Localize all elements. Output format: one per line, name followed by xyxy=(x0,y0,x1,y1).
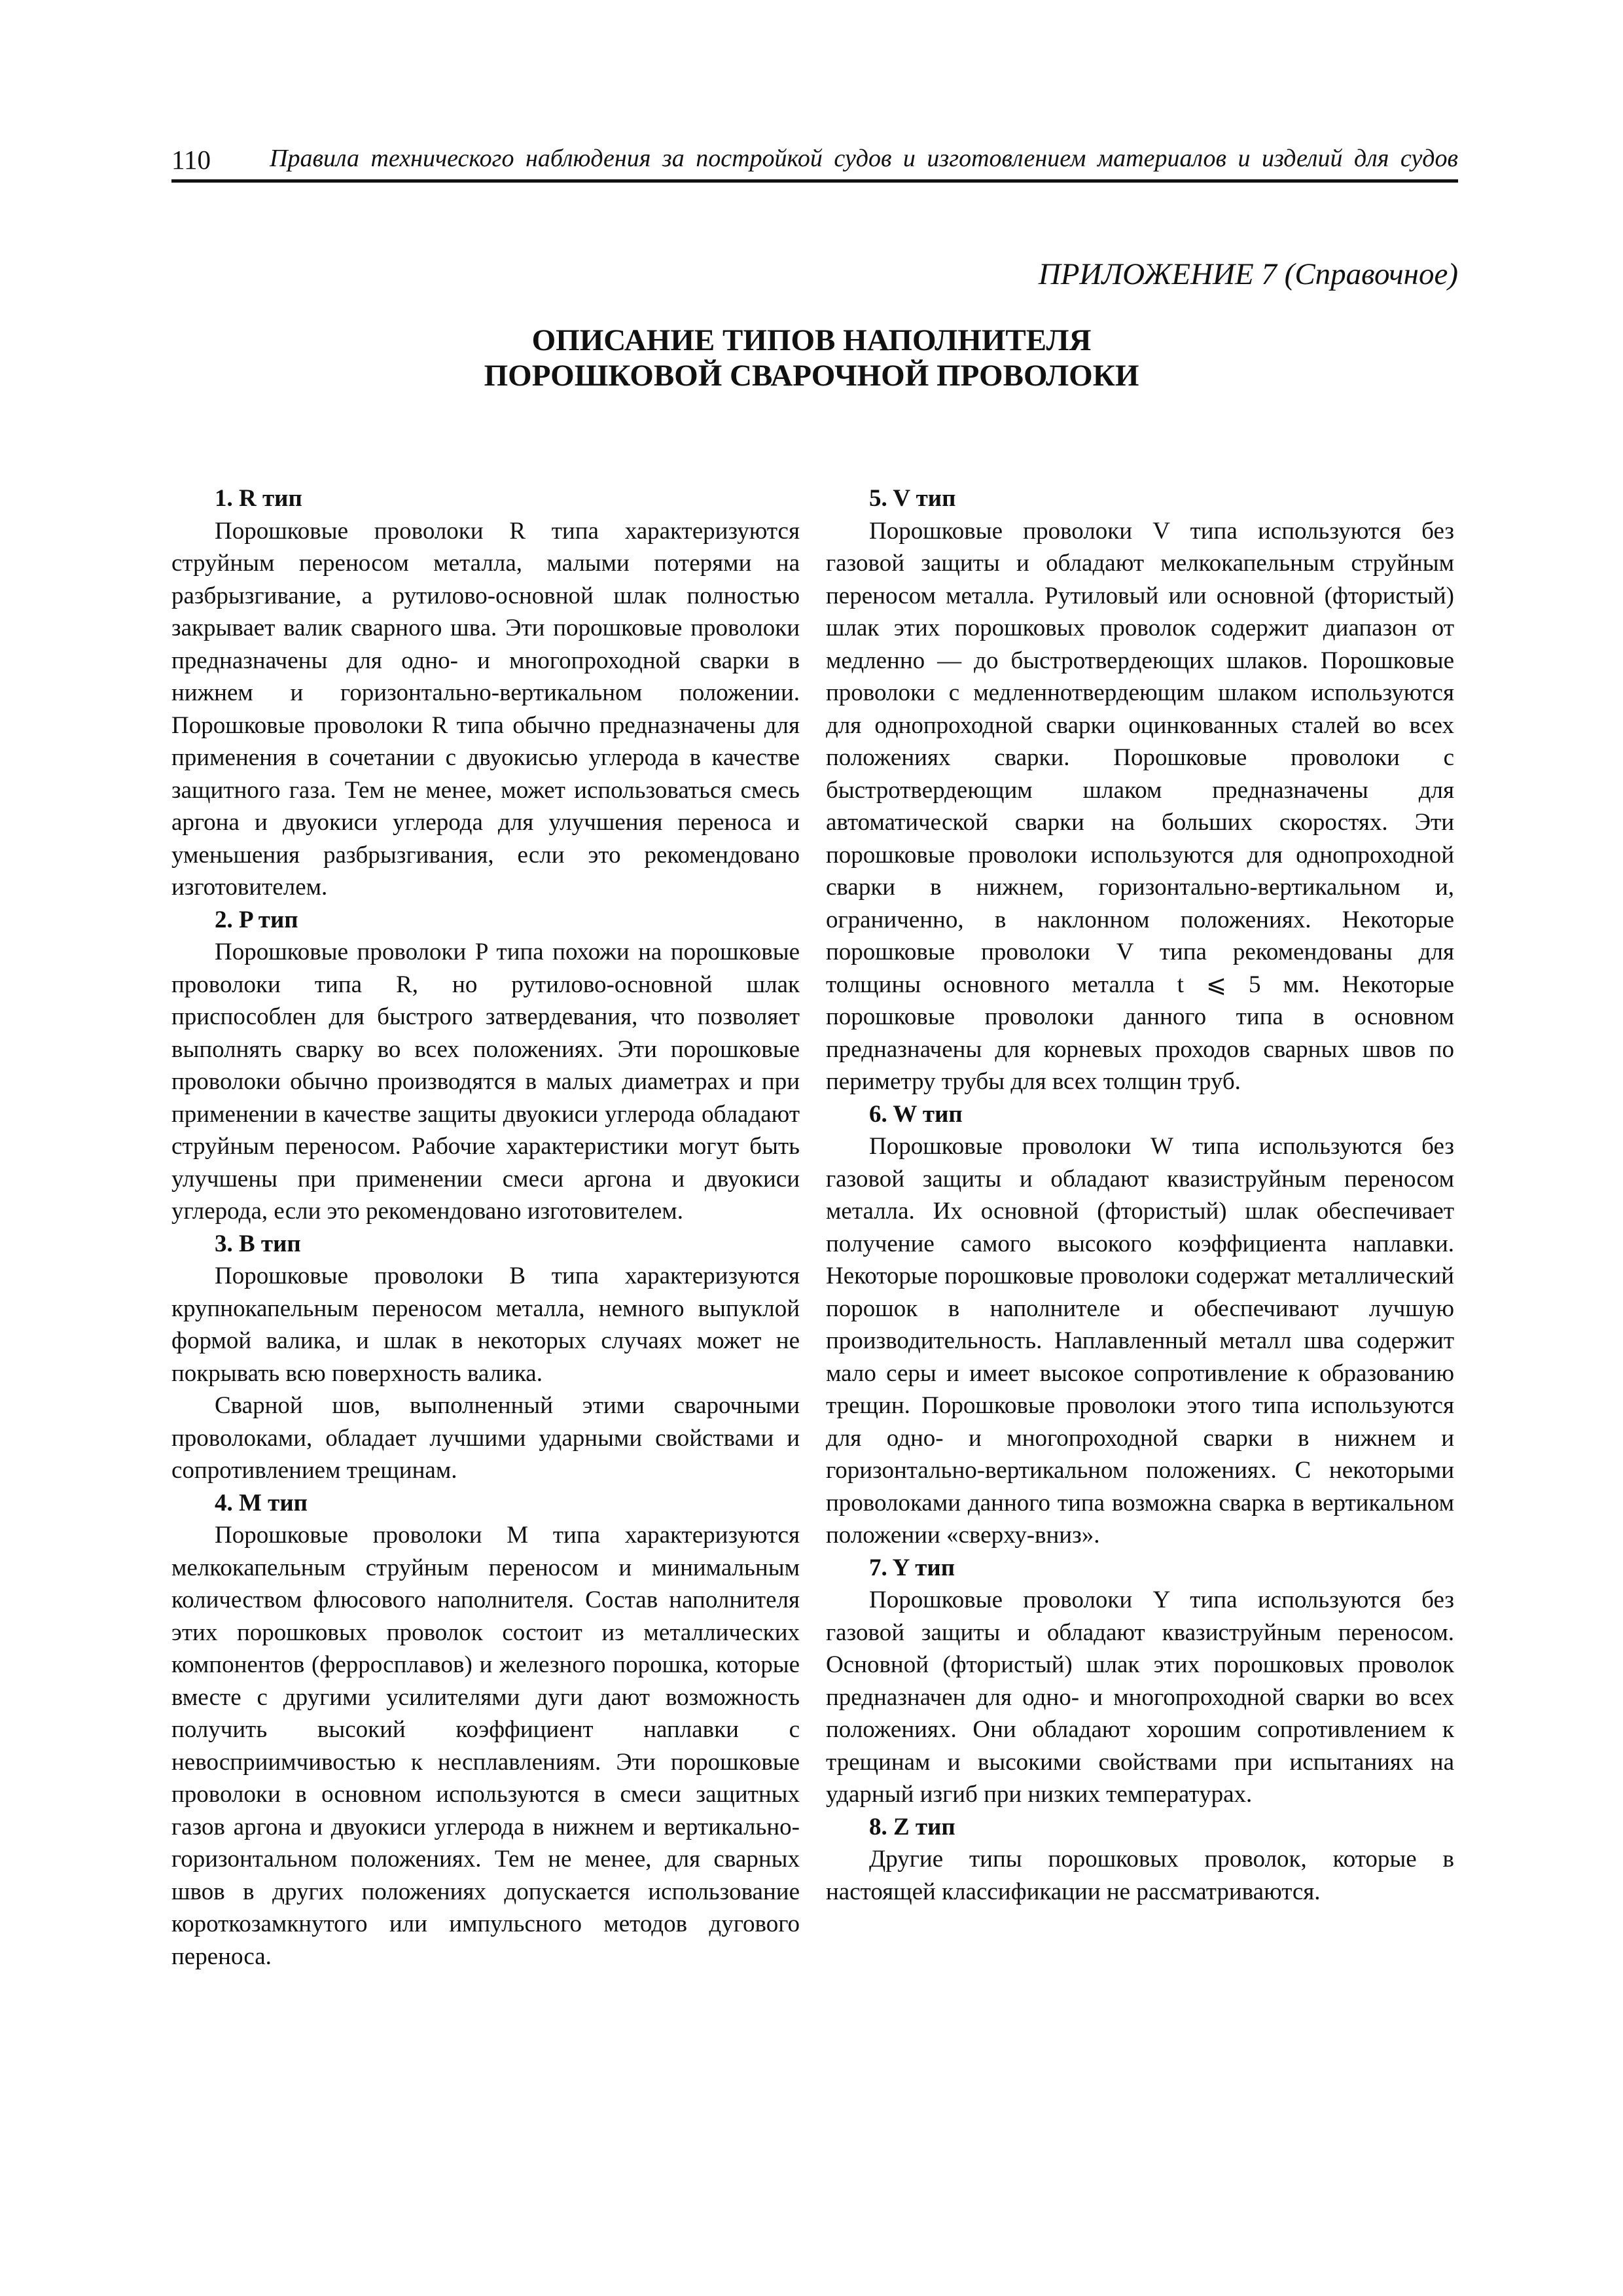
section-paragraph: Порошковые проволоки M типа характеризуются мелкокапельным струйным переносом и минимальным количеством флюсового наполнителя. Состав наполнителя этих порошковых проволок состоит из металлических компонентов (ферросплавов) и железного порошка, которые вместе с другими усилителями дуги дают возможность получить высокий коэффициент наплавки с невосприимчивостью к несплавлениям. Эти порошковые проволоки в основном используются в смеси защитных газов аргона и двуокиси углерода в нижнем и вертикально-горизонтальном положениях. Тем не менее, для сварных швов в других положениях допускается использование короткозамкнутого или импульсного методов дугового переноса. xyxy=(171,1522,800,1970)
section-p-type xyxy=(171,904,800,1228)
section-r-type xyxy=(171,482,800,904)
document-title xyxy=(0,323,1623,393)
section-heading: 2. P тип xyxy=(215,906,298,933)
section-heading: 5. V тип xyxy=(869,485,956,512)
section-v-type xyxy=(826,482,1454,1098)
right-column xyxy=(826,482,1454,1908)
section-w-type xyxy=(826,1098,1454,1552)
section-heading: 8. Z тип xyxy=(869,1813,955,1840)
section-y-type xyxy=(826,1552,1454,1811)
section-paragraph: Порошковые проволоки R типа характеризуются струйным переносом металла, малыми потерями на разбрызгивание, а рутилово-основной шлак полностью закрывает валик сварного шва. Эти порошковые проволоки предназначены для одно- и многопроходной сварки в нижнем и горизонтально-вертикальном положении. Порошковые проволоки R типа обычно предназначены для применения в сочетании с двуокисью углерода в качестве защитного газа. Тем не менее, может использоваться смесь аргона и двуокиси углерода для улучшения переноса и уменьшения разбрызгивания, если это рекомендовано изготовителем. xyxy=(171,517,800,901)
section-paragraph: Порошковые проволоки B типа характеризуются крупнокапельным переносом металла, немного выпуклой формой валика, и шлак в некоторых случаях может не покрывать всю поверхность валика. xyxy=(171,1263,800,1387)
document-title-line-1: ОПИСАНИЕ ТИПОВ НАПОЛНИТЕЛЯ xyxy=(531,323,1092,357)
section-paragraph: Порошковые проволоки P типа похожи на порошковые проволоки типа R, но рутилово-основной шлак приспособлен для быстрого затвердевания, что позволяет выполнять сварку во всех положениях. Эти порошковые проволоки обычно производятся в малых диаметрах и при применении в качестве защиты двуокиси углерода обладают струйным переносом. Рабочие характеристики могут быть улучшены при применении смеси аргона и двуокиси углерода, если это рекомендовано изготовителем. xyxy=(171,939,800,1225)
section-paragraph: Порошковые проволоки Y типа используются без газовой защиты и обладают квазиструйным переносом. Основной (фтористый) шлак этих порошковых проволок предназначен для одно- и многопроходной сварки во всех положениях. Они обладают хорошим сопротивлением к трещинам и высокими свойствами при испытаниях на ударный изгиб при низких температурах. xyxy=(826,1587,1454,1808)
section-heading: 1. R тип xyxy=(215,485,302,512)
section-paragraph: Другие типы порошковых проволок, которые в настоящей классификации не рассматриваются. xyxy=(826,1846,1454,1905)
section-z-type xyxy=(826,1811,1454,1909)
section-b-type xyxy=(171,1228,800,1487)
section-heading: 3. B тип xyxy=(215,1230,301,1257)
page-number: 110 xyxy=(171,145,211,175)
section-heading: 7. Y тип xyxy=(869,1554,955,1581)
section-paragraph: Порошковые проволоки V типа используются без газовой защиты и обладают мелкокапельным струйным переносом металла. Рутиловый или основной (фтористый) шлак этих порошковых проволок содержит диапазон от медленно — до быстротвердеющих шлаков. Порошковые проволоки с медленнотвердеющим шлаком используются для однопроходной сварки оцинкованных сталей во всех положениях сварки. Порошковые проволоки с быстротвердеющим шлаком предназначены для автоматической сварки на больших скоростях. Эти порошковые проволоки используются для однопроходной сварки в нижнем, горизонтально-вертикальном и, ограниченно, в наклонном положениях. Некоторые порошковые проволоки V типа рекомендованы для толщины основного металла t ⩽ 5 мм. Некоторые порошковые проволоки данного типа в основном предназначены для корневых проходов сварных швов по периметру трубы для всех толщин труб. xyxy=(826,517,1454,1095)
section-m-type xyxy=(171,1487,800,1973)
section-paragraph: Сварной шов, выполненный этими сварочными проволоками, обладает лучшими ударными свойствами и сопротивлением трещинам. xyxy=(171,1392,800,1484)
section-heading: 6. W тип xyxy=(869,1100,963,1128)
appendix-label: ПРИЛОЖЕНИЕ 7 (Справочное) xyxy=(1038,257,1458,291)
section-heading: 4. M тип xyxy=(215,1489,308,1516)
running-header-title: Правила технического наблюдения за постройкой судов и изготовлением материалов и изделий для судов xyxy=(270,145,1458,172)
section-paragraph: Порошковые проволоки W типа используются без газовой защиты и обладают квазиструйным переносом металла. Их основной (фтористый) шлак обеспечивает получение самого высокого коэффициента наплавки. Некоторые порошковые проволоки содержат металлический порошок в наполнителе и обеспечивают лучшую производительность. Наплавленный металл шва содержит мало серы и имеет высокое сопротивление к образованию трещин. Порошковые проволоки этого типа используются для одно- и многопроходной сварки в нижнем и горизонтально-вертикальном положениях. С некоторыми проволоками данного типа возможна сварка в вертикальном положении «сверху-вниз». xyxy=(826,1133,1454,1549)
document-title-line-2: ПОРОШКОВОЙ СВАРОЧНОЙ ПРОВОЛОКИ xyxy=(484,359,1139,393)
left-column xyxy=(171,482,800,1973)
running-header xyxy=(171,140,1458,183)
